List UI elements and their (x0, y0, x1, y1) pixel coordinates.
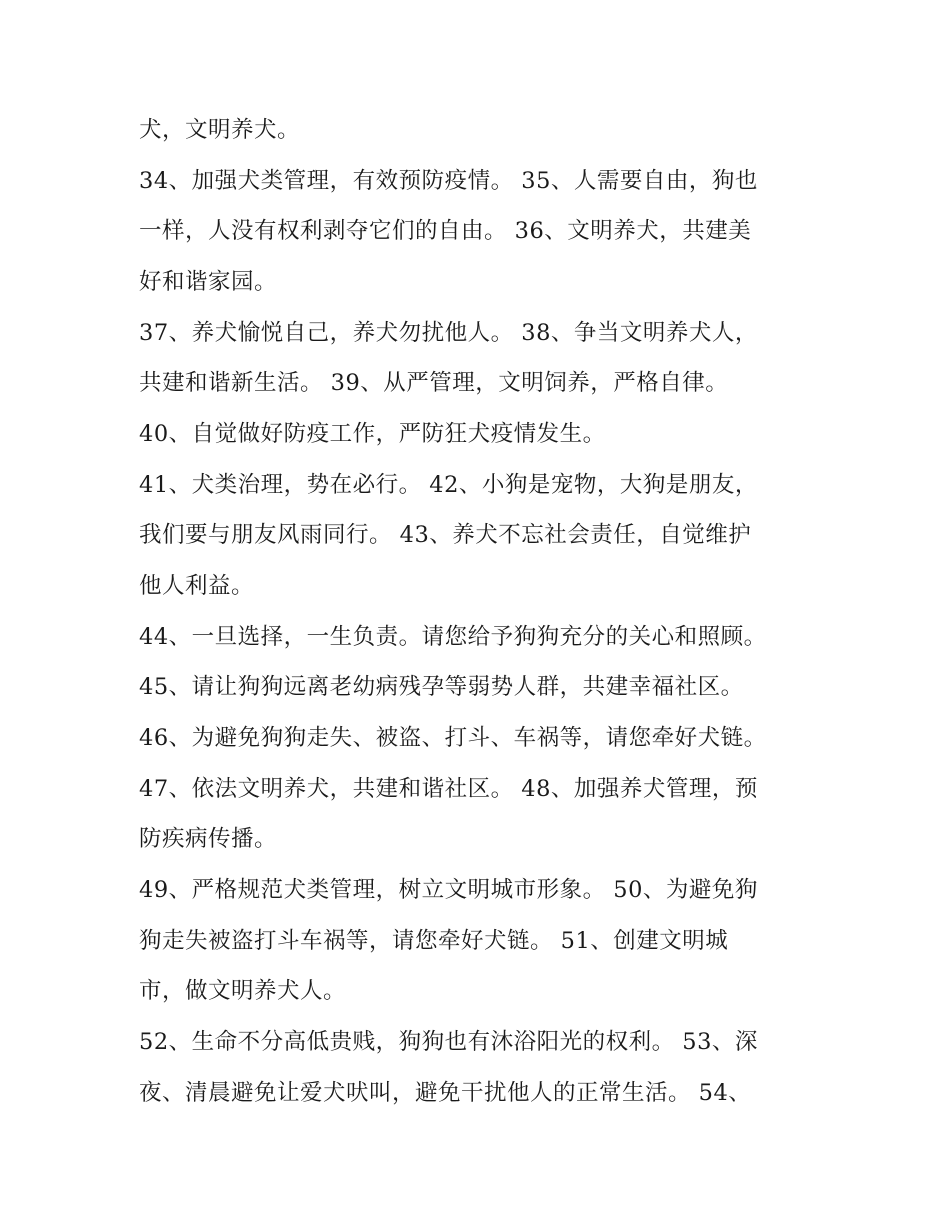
text-line: 49、严格规范犬类管理，树立文明城市形象。 50、为避免狗 (139, 877, 758, 903)
text-line: 一样，人没有权利剥夺它们的自由。 36、文明养犬，共建美 (139, 218, 752, 244)
text-line: 市，做文明养犬人。 (139, 978, 347, 1004)
text-line: 34、加强犬类管理，有效预防疫情。 35、人需要自由，狗也 (139, 168, 758, 194)
text-line: 夜、清晨避免让爱犬吠叫，避免干扰他人的正常生活。 54、 (139, 1080, 752, 1106)
text-line: 40、自觉做好防疫工作，严防狂犬疫情发生。 (139, 421, 606, 447)
text-line: 46、为避免狗狗走失、被盗、打斗、车祸等，请您牵好犬链。 (139, 725, 767, 751)
text-line: 狗走失被盗打斗车祸等，请您牵好犬链。 51、创建文明城 (139, 928, 729, 954)
text-line: 我们要与朋友风雨同行。 43、养犬不忘社会责任，自觉维护 (139, 522, 752, 548)
text-line: 44、一旦选择，一生负责。请您给予狗狗充分的关心和照顾。 (139, 624, 767, 650)
text-line: 37、养犬愉悦自己，养犬勿扰他人。 38、争当文明养犬人， (139, 320, 758, 346)
text-line: 犬，文明养犬。 (139, 117, 301, 143)
text-line: 共建和谐新生活。 39、从严管理，文明饲养，严格自律。 (139, 370, 729, 396)
text-line: 好和谐家园。 (139, 269, 278, 295)
text-line: 防疾病传播。 (139, 826, 278, 852)
text-line: 45、请让狗狗远离老幼病残孕等弱势人群，共建幸福社区。 (139, 674, 744, 700)
text-line: 41、犬类治理，势在必行。 42、小狗是宠物，大狗是朋友， (139, 472, 758, 498)
text-line: 47、依法文明养犬，共建和谐社区。 48、加强养犬管理，预 (139, 776, 758, 802)
text-line: 他人利益。 (139, 573, 255, 599)
text-line: 52、生命不分高低贵贱，狗狗也有沐浴阳光的权利。 53、深 (139, 1029, 758, 1055)
